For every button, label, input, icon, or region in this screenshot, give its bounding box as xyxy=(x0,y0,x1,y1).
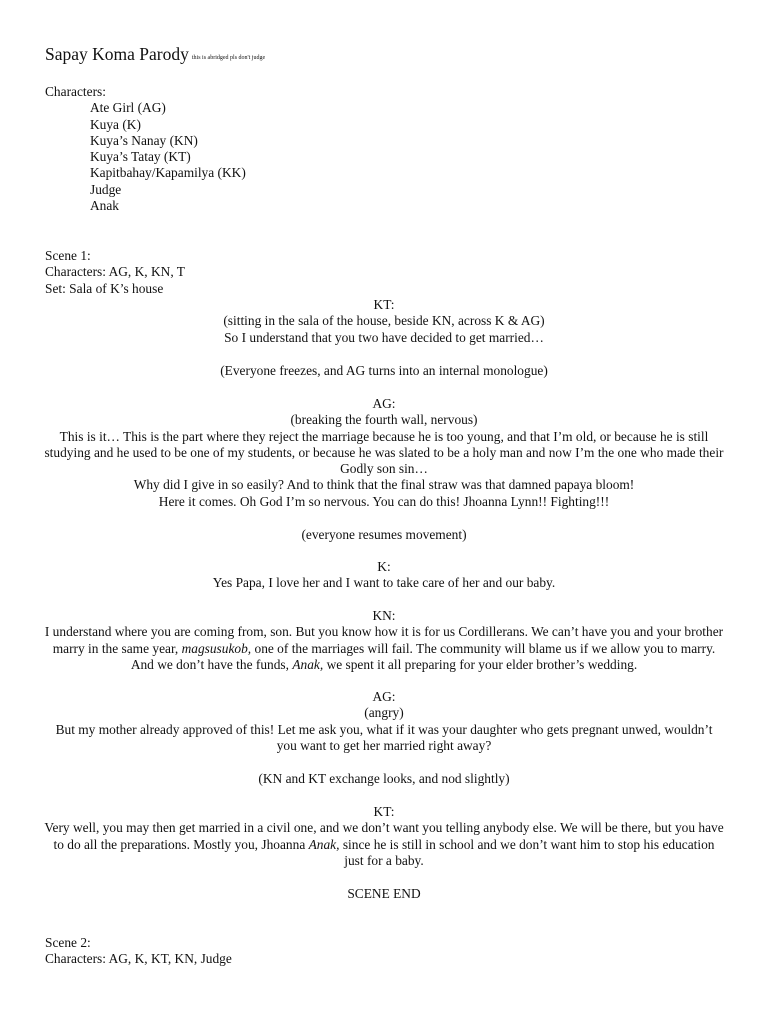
character-item: Kuya’s Nanay (KN) xyxy=(90,132,198,148)
dialogue-line: Here it comes. Oh God I’m so nervous. You can do this! Jhoanna Lynn!! Fighting!!! xyxy=(158,493,610,509)
dialogue-italic-term: Anak, xyxy=(308,836,340,852)
dialogue-line: Why did I give in so easily? And to think that the final straw was that damned papaya bloom! xyxy=(133,477,635,493)
characters-heading: Characters: xyxy=(45,84,106,99)
dialogue-line: So I understand that you two have decided to get married… xyxy=(224,329,544,345)
character-item: Anak xyxy=(90,198,120,214)
scene2-header xyxy=(45,935,232,968)
scene2-heading: Scene 2: xyxy=(45,935,91,950)
stage-direction: (KN and KT exchange looks, and nod slightly) xyxy=(258,771,510,786)
characters-section xyxy=(45,84,246,214)
stage-direction: (breaking the fourth wall, nervous) xyxy=(290,412,478,428)
characters-list xyxy=(45,100,246,214)
dialogue-italic-term: Anak, xyxy=(292,656,324,672)
stage-direction: (everyone resumes movement) xyxy=(301,527,467,542)
scene1-heading: Scene 1: xyxy=(45,248,91,263)
speaker-label: AG: xyxy=(372,396,396,411)
stage-direction: (Everyone freezes, and AG turns into an internal monologue) xyxy=(220,363,548,378)
character-item: Kuya’s Tatay (KT) xyxy=(90,149,191,165)
speaker-label: KT: xyxy=(373,804,395,819)
ag-dialogue-1 xyxy=(44,396,724,510)
speaker-label: KT: xyxy=(373,297,395,312)
dialogue-text: one of the marriages will fail. The community will blame us if we allow you to marry. And we don’t have the funds, xyxy=(130,640,716,672)
dialogue-text: we spent it all preparing for your elder brother’s wedding. xyxy=(323,656,638,672)
dialogue-line xyxy=(44,624,724,673)
document-title: Sapay Koma Parody xyxy=(45,44,189,64)
kt-dialogue-1 xyxy=(44,297,724,346)
character-item: Ate Girl (AG) xyxy=(90,100,166,116)
scene2-characters: Characters: AG, K, KT, KN, Judge xyxy=(45,951,232,967)
ag-dialogue-2 xyxy=(44,689,724,754)
character-item: Kuya (K) xyxy=(90,116,141,132)
speaker-label: AG: xyxy=(372,689,396,704)
scene1-set: Set: Sala of K’s house xyxy=(45,280,164,296)
dialogue-line: This is it… This is the part where they reject the marriage because he is too young, and that I’m old, or because he is still studying and he used to be one of my students, or because he was slated to be a holy man and now I’m the one who made their Godly son sin… xyxy=(44,428,724,477)
dialogue-line: Yes Papa, I love her and I want to take care of her and our baby. xyxy=(212,575,556,591)
speaker-label: KN: xyxy=(372,608,396,623)
kt-dialogue-2 xyxy=(44,804,724,869)
title-row xyxy=(45,46,265,66)
speaker-label: K: xyxy=(377,559,391,574)
exchange-direction xyxy=(44,771,724,787)
dialogue-text: since he is still in school and we don’t want him to stop his education just for a baby. xyxy=(339,836,715,868)
stage-direction: (sitting in the sala of the house, beside KN, across K & AG) xyxy=(223,313,545,329)
stage-direction: (angry) xyxy=(364,705,404,721)
character-item: Kapitbahay/Kapamilya (KK) xyxy=(90,165,246,181)
dialogue-line xyxy=(44,820,724,869)
character-item: Judge xyxy=(90,181,122,197)
dialogue-italic-term: magsusukob, xyxy=(181,640,252,656)
scene1-header xyxy=(45,248,185,297)
dialogue-text: Very well, you may then get married in a civil one, and we don’t want you telling anybody else. We will be there, but you have to do all the preparations. Mostly you, Jhoanna xyxy=(44,820,724,852)
k-dialogue-1 xyxy=(44,559,724,592)
freeze-direction xyxy=(44,363,724,379)
title-note: this is abridged pls don't judge xyxy=(191,55,266,61)
scene-end xyxy=(44,886,724,902)
dialogue-text: I understand where you are coming from, son. But you know how it is for us Cordillerans. We can’t have you and your brother marry in the same year, xyxy=(44,624,724,656)
kn-dialogue-1 xyxy=(44,608,724,673)
scene1-characters: Characters: AG, K, KN, T xyxy=(45,264,185,280)
scene-end-label: SCENE END xyxy=(347,886,421,901)
dialogue-line: But my mother already approved of this! Let me ask you, what if it was your daughter who gets pregnant unwed, wouldn’t you want to get her married right away? xyxy=(55,721,713,753)
resume-direction xyxy=(44,527,724,543)
